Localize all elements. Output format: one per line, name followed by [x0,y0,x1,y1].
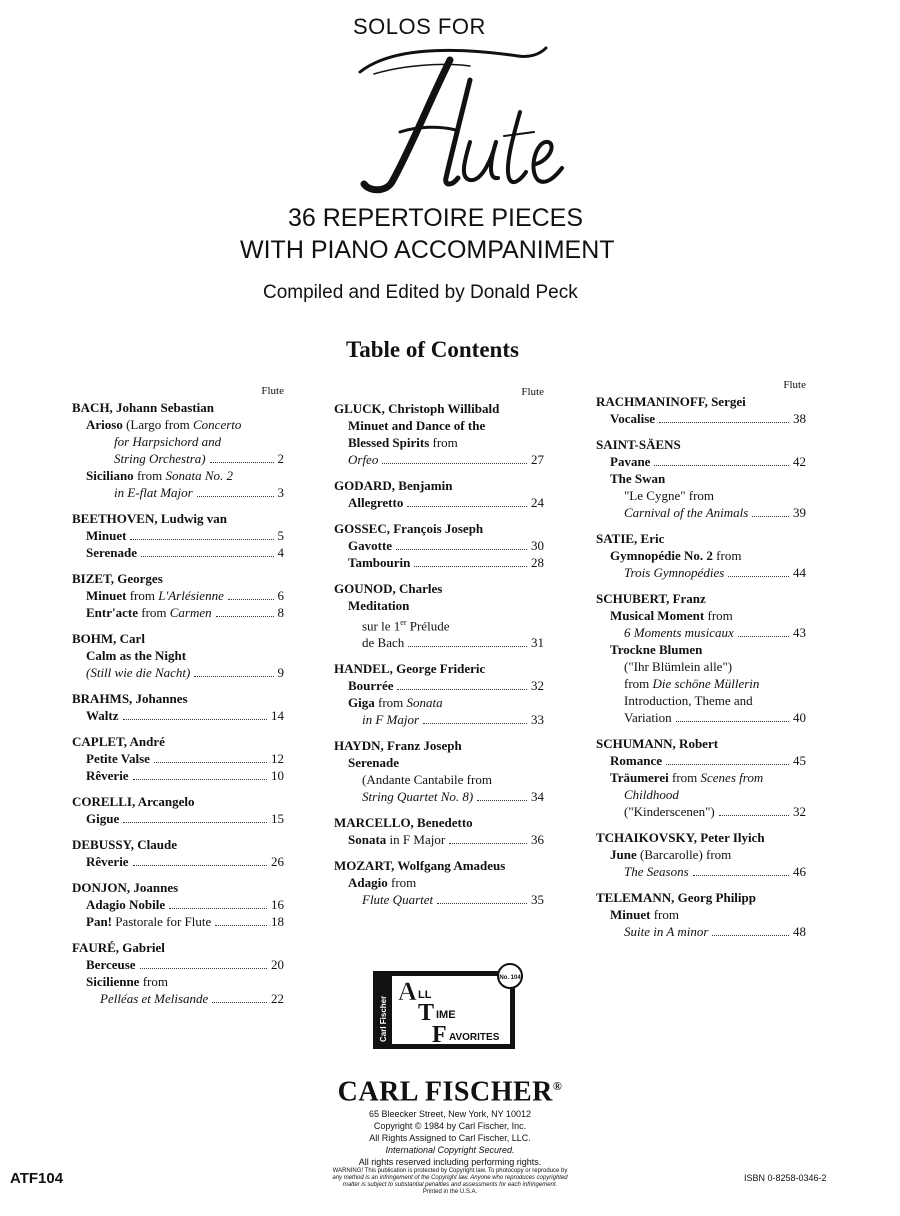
logo-line-fav: AVORITES [449,1032,500,1043]
composer-entry [72,879,284,930]
piece-entry: Romance 45 [610,753,806,768]
composer-entry [72,793,284,827]
piece-entry: Trockne Blumen ("Ihr Blümlein alle") from Die schöne Müllerin Introduction, Theme and Variation 40 [610,642,806,725]
composer-entry [596,889,806,940]
copyright-line: All Rights Assigned to Carl Fischer, LLC. [369,1133,531,1144]
composer-entry [72,939,284,1007]
composer-name: SCHUBERT, Franz [596,591,706,606]
piece-entry: Minuet and Dance of the Blessed Spirits from Orfeo 27 [348,418,544,467]
header [0,0,900,330]
piece-entry: Calm as the Night (Still wie die Nacht) 9 [86,648,284,680]
piece-entry: Minuet from Suite in A minor 48 [610,907,806,939]
piece-entry: Pan! Pastorale for Flute 18 [86,914,284,929]
piece-entry: Siciliano from Sonata No. 2 in E-flat Major 3 [86,468,284,500]
composer-name: BRAHMS, Johannes [72,691,188,706]
composer-name: BEETHOVEN, Ludwig van [72,511,227,526]
piece-entry: Arioso (Largo from Concerto for Harpsichord and String Orchestra) 2 [86,417,284,466]
composer-entry [72,570,284,621]
composer-entry [72,510,284,561]
subtitle-line-2: WITH PIANO ACCOMPANIMENT [240,236,615,264]
composer-name: MOZART, Wolfgang Amadeus [334,858,506,874]
piece-entry: Adagio from Flute Quartet 35 [348,875,544,908]
piece-entry: Rêverie 26 [86,854,284,869]
composer-entry [596,735,806,820]
composer-entry [72,836,284,870]
piece-entry: Adagio Nobile 16 [86,897,284,912]
copyright-line: All rights reserved including performing rights. [358,1157,542,1168]
composer-entry [72,690,284,724]
piece-entry: Träumerei from Scenes from Childhood ("Kinderscenen") 32 [610,770,806,819]
composer-entry [334,400,544,468]
composer-entry [596,590,806,726]
composer-name: GODARD, Benjamin [334,478,453,493]
composer-entry [334,520,544,571]
piece-entry: Gymnopédie No. 2 from Trois Gymnopédies 44 [610,548,806,580]
piece-entry: Giga from Sonata in F Major 33 [348,695,544,728]
piece-entry: Gigue 15 [86,811,284,826]
toc-column-2 [334,384,544,917]
toc-column-1 [72,383,284,1016]
piece-entry: Gavotte 30 [348,538,544,553]
composer-name: SAINT-SÄENS [596,437,681,452]
composer-entry [72,399,284,501]
flute-column-label: Flute [521,386,544,398]
composer-entry [596,530,806,581]
logo-letter-f: F [432,1022,447,1048]
logo-badge: No. 104 [499,975,521,981]
composer-name: GLUCK, Christoph Willibald [334,401,500,416]
piece-entry: Entr'acte from Carmen 8 [86,605,284,620]
piece-entry: Sonata in F Major 36 [348,832,544,848]
subtitle-line-1: 36 REPERTOIRE PIECES [288,204,584,232]
copyright-line: Copyright © 1984 by Carl Fischer, Inc. [373,1121,527,1132]
composer-entry [334,737,544,805]
publisher-address: 65 Bleecker Street, New York, NY 10012 [369,1109,531,1120]
composer-entry [334,477,544,511]
piece-entry: The Swan "Le Cygne" from Carnival of the Animals 39 [610,471,806,520]
composer-entry [596,829,806,880]
isbn: ISBN 0-8258-0346-2 [744,1173,827,1183]
piece-entry: Vocalise 38 [610,411,806,426]
piece-entry: Serenade (Andante Cantabile from String Quartet No. 8) 34 [348,755,544,805]
composer-name: HAYDN, Franz Joseph [334,738,462,754]
warning-line: matter is subject to substantial penalties and assessments for each infringement. [342,1182,558,1189]
all-time-favorites-logo [372,962,526,1050]
composer-entry [334,660,544,728]
compiled-by: Compiled and Edited by Donald Peck [263,282,578,303]
logo-letter-t: T [418,1000,435,1026]
piece-entry: Berceuse 20 [86,957,284,972]
composer-name: SCHUMANN, Robert [596,736,719,751]
logo-letter-a: A [398,977,417,1006]
piece-entry: Bourrée 32 [348,678,544,694]
warning-line: any method is an infringement of the Copyright law. Anyone who reproduces copyrighted [332,1175,568,1182]
composer-entry [596,436,806,521]
piece-title: Arioso [86,417,123,432]
composer-entry [72,733,284,784]
piece-entry: Petite Valse 12 [86,751,284,766]
publisher-name: CARL FISCHER® [337,1076,563,1108]
composer-name: GOSSEC, François Joseph [334,521,484,536]
flute-script-text: Flute [300,40,303,41]
piece-title: Siciliano [86,468,134,483]
catalog-code: ATF104 [10,1170,64,1187]
piece-entry: Minuet from L'Arlésienne 6 [86,588,284,603]
composer-entry [334,857,544,908]
page-number: 2 [277,451,284,466]
composer-entry [72,630,284,681]
copyright-line: International Copyright Secured. [385,1145,515,1156]
composer-name: HANDEL, George Frideric [334,661,486,677]
warning-line: WARNING! This publication is protected by Copyright law. To photocopy or reproduce by [332,1168,568,1175]
piece-entry: Pavane 42 [610,454,806,469]
composer-name: BACH, Johann Sebastian [72,400,214,415]
composer-name: TCHAIKOVSKY, Peter Ilyich [596,830,765,845]
composer-entry [334,580,544,651]
warning-line: Printed in the U.S.A. [422,1189,478,1196]
piece-entry: Serenade 4 [86,545,284,560]
composer-name: BIZET, Georges [72,571,163,586]
piece-entry: Waltz 14 [86,708,284,723]
flute-script-title [300,40,600,200]
piece-entry: Allegretto 24 [348,495,544,510]
logo-line-time: IME [436,1009,456,1021]
composer-name: SATIE, Eric [596,531,665,546]
toc-title: Table of Contents [346,337,519,362]
piece-entry: Meditation sur le 1er Prélude de Bach 31 [348,598,544,651]
flute-column-label: Flute [261,385,284,397]
composer-name: MARCELLO, Benedetto [334,815,473,831]
logo-line-all: LL [418,989,432,1001]
composer-name: GOUNOD, Charles [334,581,443,596]
logo-side-text: Carl Fischer [379,995,388,1042]
flute-column-label: Flute [783,379,806,391]
composer-name: BOHM, Carl [72,631,145,646]
piece-entry: June (Barcarolle) from The Seasons 46 [610,847,806,879]
composer-name: DEBUSSY, Claude [72,837,178,852]
composer-entry [596,393,806,427]
composer-name: RACHMANINOFF, Sergei [596,394,746,409]
composer-name: CAPLET, André [72,734,165,749]
piece-entry: Tambourin 28 [348,555,544,570]
toc-column-3 [596,377,806,949]
composer-name: TELEMANN, Georg Philipp [596,890,756,905]
piece-entry: Minuet 5 [86,528,284,543]
piece-entry: Musical Moment from 6 Moments musicaux 43 [610,608,806,640]
solos-for-label: SOLOS FOR [353,14,486,39]
piece-entry: Sicilienne from Pelléas et Melisande 22 [86,974,284,1006]
composer-name: DONJON, Joannes [72,880,179,895]
piece-entry: Rêverie 10 [86,768,284,783]
publisher-block [240,1070,660,1196]
composer-name: CORELLI, Arcangelo [72,794,195,809]
composer-name: FAURÉ, Gabriel [72,940,165,955]
page-number: 3 [277,485,284,500]
composer-entry [334,814,544,848]
